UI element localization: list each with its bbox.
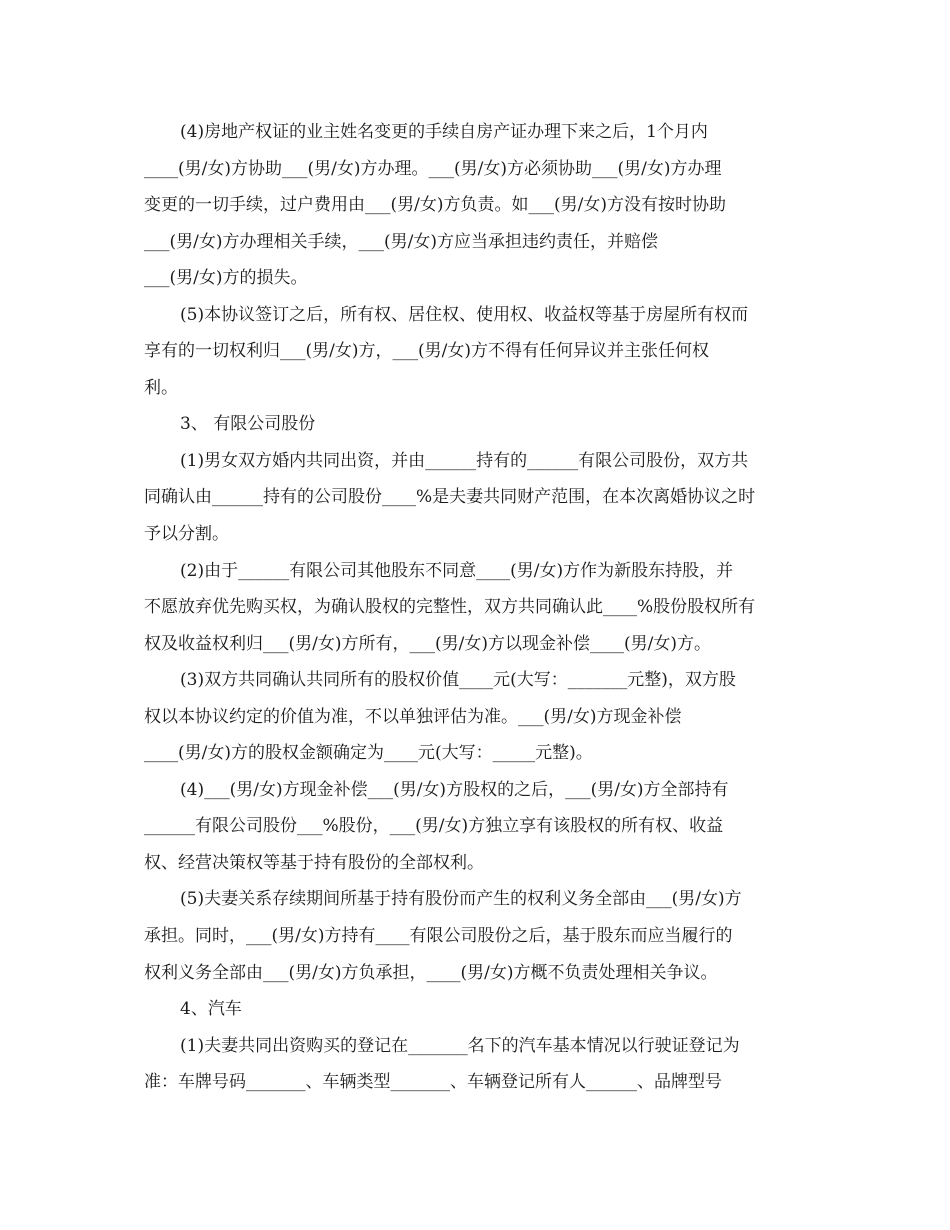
section-heading: 3、 有限公司股份 (180, 414, 316, 435)
text-line: ____(男/女)方协助___(男/女)方办理。___(男/女)方必须协助___(男/女)方办理 (144, 158, 722, 179)
text-line: 权以本协议约定的价值为准，不以单独评估为准。___(男/女)方现金补偿 (144, 706, 682, 727)
text-line: (4)___(男/女)方现金补偿___(男/女)方股权的之后，___(男/女)方全部持有 (180, 779, 729, 800)
text-line: (1)夫妻共同出资购买的登记在_______名下的汽车基本情况以行驶证登记为 (180, 1035, 740, 1056)
text-line: 享有的一切权利归___(男/女)方，___(男/女)方不得有任何异议并主张任何权 (144, 341, 709, 362)
text-line: (5)夫妻关系存续期间所基于持有股份而产生的权利义务全部由___(男/女)方 (180, 889, 742, 910)
text-line: (3)双方共同确认共同所有的股权价值____元(大写：_______元整)，双方股 (180, 670, 736, 691)
text-line: 权及收益权利归___(男/女)方所有，___(男/女)方以现金补偿____(男/女)方。 (144, 633, 711, 654)
document-body (144, 114, 808, 1101)
text-line: 变更的一切手续，过户费用由___(男/女)方负责。如___(男/女)方没有按时协助 (144, 195, 726, 216)
text-line: 予以分割。 (144, 524, 229, 545)
text-line: (2)由于______有限公司其他股东不同意____(男/女)方作为新股东持股，并 (180, 560, 734, 581)
text-line: 权利义务全部由___(男/女)方负承担，____(男/女)方概不负责处理相关争议。 (144, 962, 718, 983)
text-line: 同确认由______持有的公司股份____%是夫妻共同财产范围，在本次离婚协议之时 (144, 487, 756, 508)
text-line: 承担。同时，___(男/女)方持有____有限公司股份之后，基于股东而应当履行的 (144, 926, 733, 947)
text-line: (4)房地产权证的业主姓名变更的手续自房产证办理下来之后，1个月内 (180, 122, 708, 142)
text-line: (1)男女双方婚内共同出资，并由______持有的______有限公司股份，双方共 (180, 450, 749, 471)
text-line: ____(男/女)方的股权金额确定为____元(大写：_____元整)。 (144, 743, 593, 764)
text-line: ___(男/女)方的损失。 (144, 268, 308, 289)
text-line: 利。 (144, 377, 178, 398)
text-line: 权、经营决策权等基于持有股份的全部权利。 (144, 852, 484, 873)
text-line: ___(男/女)方办理相关手续，___(男/女)方应当承担违约责任，并赔偿 (144, 231, 658, 252)
text-line: (5)本协议签订之后，所有权、居住权、使用权、收益权等基于房屋所有权而 (180, 304, 749, 325)
text-line: 不愿放弃优先购买权，为确认股权的完整性，双方共同确认此____%股份股权所有 (144, 597, 756, 618)
text-line: ______有限公司股份___%股份，___(男/女)方独立享有该股权的所有权、收益 (144, 816, 724, 837)
text-line: 准：车牌号码_______、车辆类型_______、车辆登记所有人______、品牌型号 (144, 1072, 722, 1093)
section-heading: 4、汽车 (180, 999, 242, 1020)
